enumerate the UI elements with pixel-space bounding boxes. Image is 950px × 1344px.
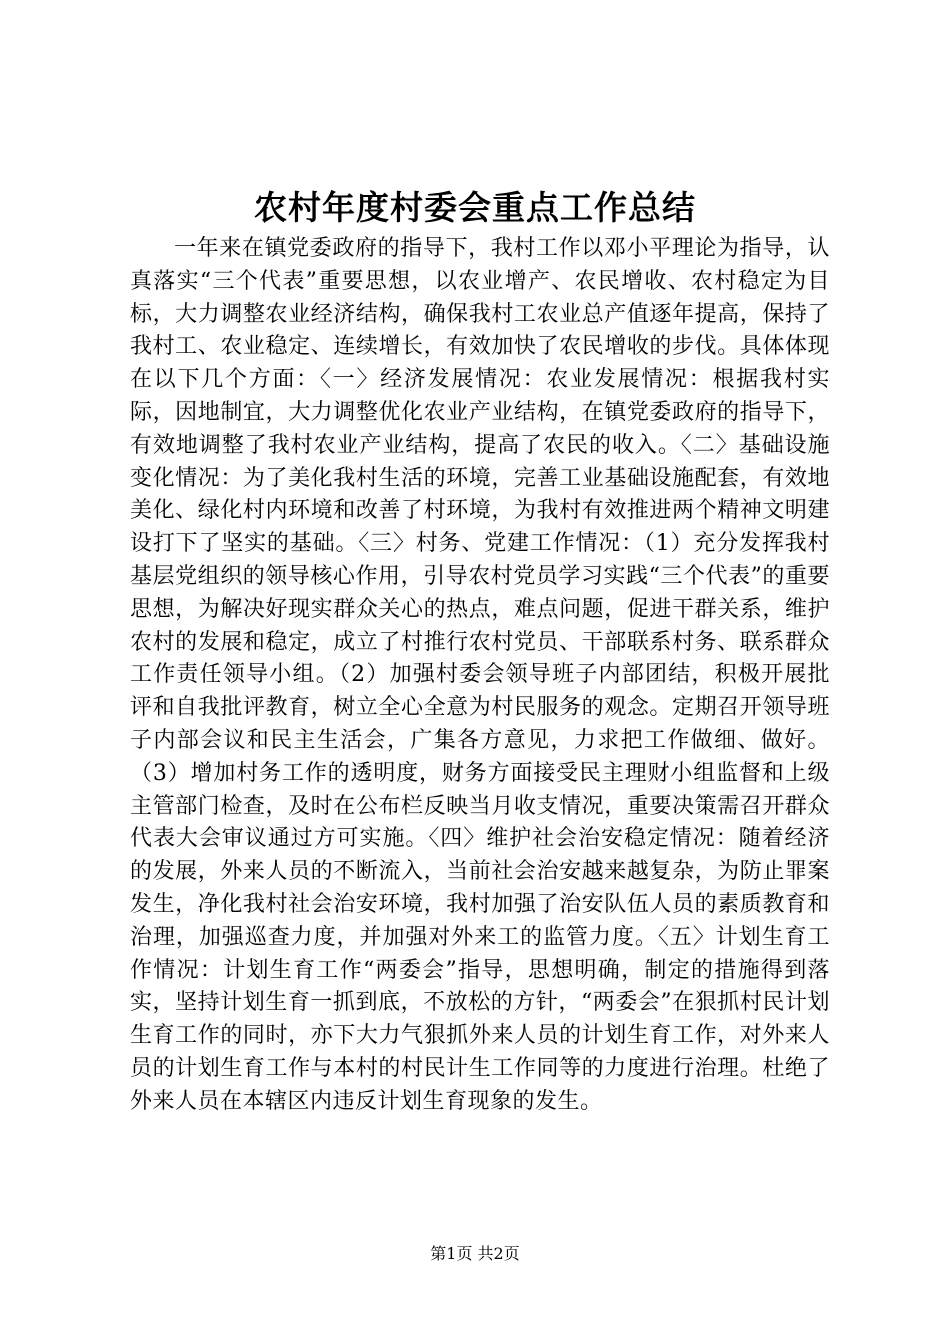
- page-footer: 第1页 共2页: [430, 1244, 520, 1263]
- document-title: 农村年度村委会重点工作总结: [254, 188, 696, 227]
- body-paragraph: 一年来在镇党委政府的指导下，我村工作以邓小平理论为指导，认真落实“三个代表”重要思想，以农业增产、农民增收、农村稳定为目标，大力调整农业经济结构，确保我村工农业总产值逐年提高，保持了我村工、农业稳定、连续增长，有效加快了农民增收的步伐。具体体现在以下几个方面：〈一〉经济发展情况：农业发展情况：根据我村实际，因地制宜，大力调整优化农业产业结构，在镇党委政府的指导下，有效地调整了我村农业产业结构，提高了农民的收入。〈二〉基础设施变化情况：为了美化我村生活的环境，完善工业基础设施配套，有效地美化、绿化村内环境和改善了村环境，为我村有效推进两个精神文明建设打下了坚实的基础。〈三〉村务、党建工作情况：（1）充分发挥我村基层党组织的领导核心作用，引导农村党员学习实践“三个代表”的重要思想，为解决好现实群众关心的热点，难点问题，促进干群关系，维护农村的发展和稳定，成立了村推行农村党员、干部联系村务、联系群众工作责任领导小组。（2）加强村委会领导班子内部团结，积极开展批评和自我批评教育，树立全心全意为村民服务的观念。定期召开领导班子内部会议和民主生活会，广集各方意见，力求把工作做细、做好。（3）增加村务工作的透明度，财务方面接受民主理财小组监督和上级主管部门检查，及时在公布栏反映当月收支情况，重要决策需召开群众代表大会审议通过方可实施。〈四〉维护社会治安稳定情况：随着经济的发展，外来人员的不断流入，当前社会治安越来越复杂，为防止罪案发生，净化我村社会治安环境，我村加强了治安队伍人员的素质教育和治理，加强巡查力度，并加强对外来工的监管力度。〈五〉计划生育工作情况：计划生育工作“两委会”指导，思想明确，制定的措施得到落实，坚持计划生育一抓到底，不放松的方针，“两委会”在狠抓村民计划生育工作的同时，亦下大力气狠抓外来人员的计划生育工作，对外来人员的计划生育工作与本村的村民计生工作同等的力度进行治理。杜绝了外来人员在本辖区内违反计划生育现象的发生。: [130, 236, 830, 1114]
